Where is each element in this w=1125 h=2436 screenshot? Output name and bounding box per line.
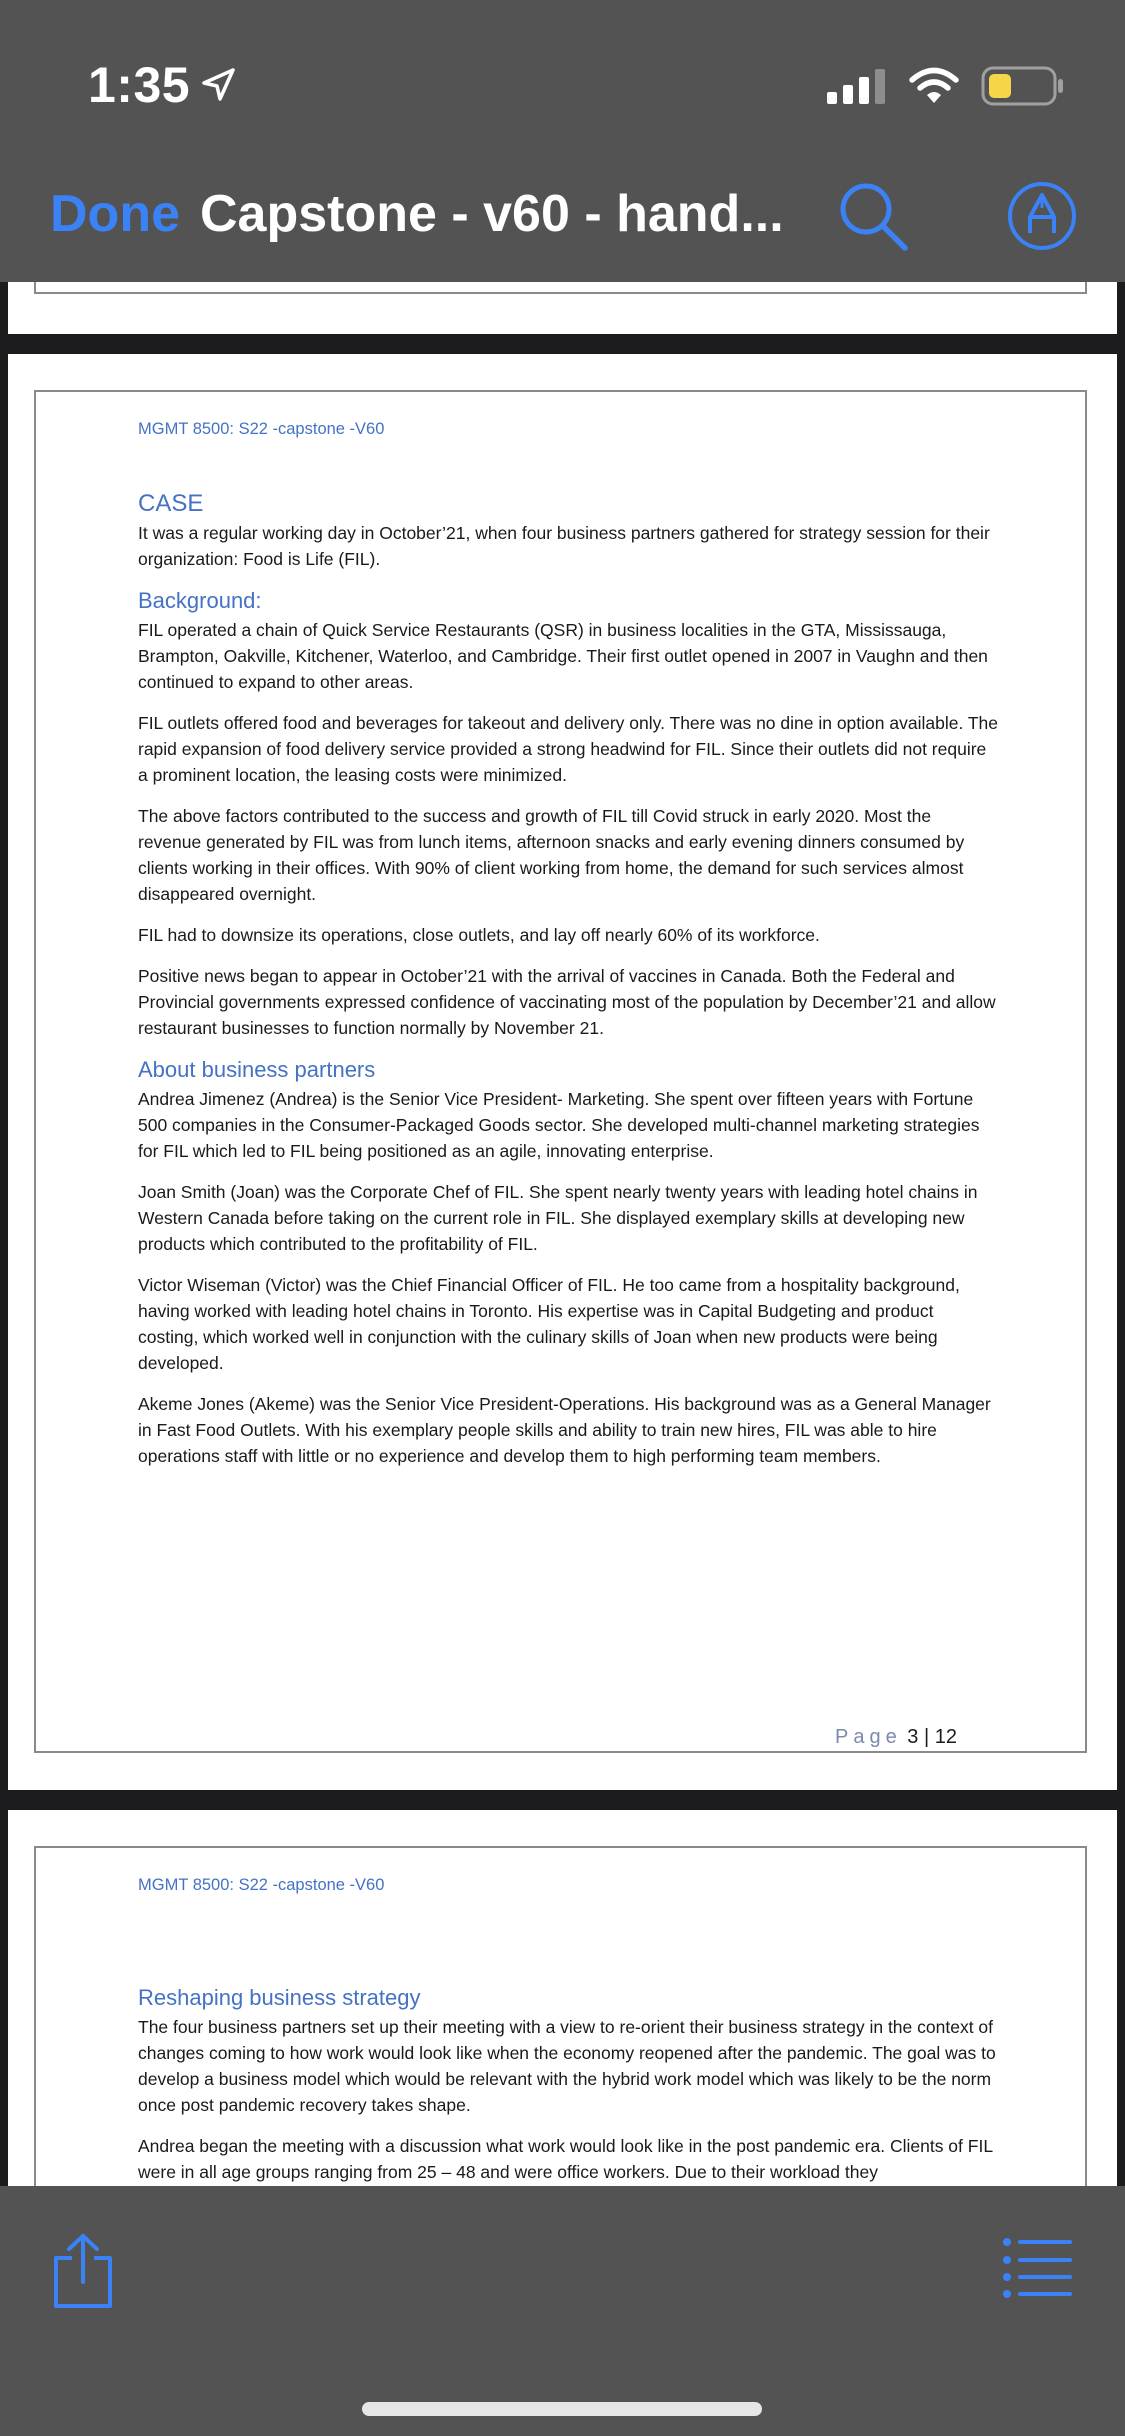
section-heading: Background: <box>138 588 262 613</box>
paragraph: Victor Wiseman (Victor) was the Chief Financial Officer of FIL. He too came from a hospitality background, having worked with leading hotel chains in Toronto. His expertise was in Capital Budgeting and product costing, which worked well in conjunction with the culinary skills of Joan when new products were being developed. <box>138 1275 960 1373</box>
share-icon <box>50 2232 116 2310</box>
wifi-icon <box>909 67 959 105</box>
page-border <box>34 282 1087 294</box>
page-3 <box>8 354 1117 1790</box>
page-4 <box>8 1810 1117 2186</box>
share-button[interactable] <box>50 2232 116 2310</box>
document-viewport[interactable] <box>0 282 1125 2186</box>
paragraph: FIL operated a chain of Quick Service Restaurants (QSR) in business localities in the GTA, Mississauga, Brampton, Oakville, Kitchener, Waterloo, and Cambridge. Their first outlet opened in 2007 in Vaughn and then continued to expand to other areas. <box>138 620 988 692</box>
battery-icon <box>981 66 1065 106</box>
markup-button[interactable] <box>1006 180 1078 252</box>
bottom-toolbar <box>0 2186 1125 2436</box>
page-3-body <box>138 490 998 1484</box>
status-icons <box>825 66 1065 106</box>
outline-list-button[interactable] <box>1002 2236 1072 2298</box>
paragraph: Akeme Jones (Akeme) was the Senior Vice President-Operations. His background was as a General Manager in Fast Food Outlets. With his exemplary people skills and ability to train new hires, FIL was able to hire operations staff with little or no experience and develop them to high performing team members. <box>138 1394 991 1466</box>
search-button[interactable] <box>835 178 911 254</box>
page-number <box>835 1726 957 1749</box>
status-time <box>88 56 238 114</box>
paragraph: Andrea began the meeting with a discussion what work would look like in the post pandemic era. Clients of FIL were in all age groups ranging from 25 – 48 and were office workers. Due to their workload they <box>138 2136 993 2182</box>
page-number-label: Page <box>835 1726 902 1748</box>
nav-bar <box>0 170 1125 260</box>
cellular-signal-icon <box>825 68 887 104</box>
page-number-current: 3 <box>907 1726 919 1748</box>
previous-page <box>8 282 1117 334</box>
list-icon <box>1002 2236 1072 2298</box>
status-time-label: 1:35 <box>88 57 191 113</box>
page-header: MGMT 8500: S22 -capstone -V60 <box>138 420 385 438</box>
paragraph: The above factors contributed to the success and growth of FIL till Covid struck in early 2020. Most the revenue generated by FIL was from lunch items, afternoon snacks and early evening dinners consumed by clients working in their offices. With 90% of client working from home, the demand for such services almost disappeared overnight. <box>138 806 965 904</box>
paragraph: Andrea Jimenez (Andrea) is the Senior Vice President- Marketing. She spent over fifteen years with Fortune 500 companies in the Consumer-Packaged Goods sector. She developed multi-channel marketing strategies for FIL which led to FIL being positioned as an agile, innovating enterprise. <box>138 1089 980 1161</box>
page-4-body <box>138 1984 998 2186</box>
paragraph: FIL had to downsize its operations, close outlets, and lay off nearly 60% of its workforce. <box>138 925 820 945</box>
paragraph: The four business partners set up their meeting with a view to re-orient their business strategy in the context of changes coming to how work would look like when the economy reopened after the pandemic. The goal was to develop a business model which would be relevant with the hybrid work model which was likely to be the norm once post pandemic recovery takes shape. <box>138 2017 996 2115</box>
home-indicator[interactable] <box>362 2402 762 2416</box>
top-bar <box>0 0 1125 282</box>
page-header: MGMT 8500: S22 -capstone -V60 <box>138 1876 385 1894</box>
paragraph: Positive news began to appear in October’21 with the arrival of vaccines in Canada. Both the Federal and Provincial governments expressed confidence of vaccinating most of the population by December’21 and allow restaurant businesses to function normally by November 21. <box>138 966 996 1038</box>
location-arrow-icon <box>198 65 238 105</box>
search-icon <box>835 178 911 254</box>
markup-pen-icon <box>1006 180 1078 252</box>
page-number-total: 12 <box>934 1726 957 1748</box>
document-title: Capstone - v60 - hand... <box>200 185 784 243</box>
done-button[interactable]: Done <box>50 185 180 243</box>
section-heading: CASE <box>138 490 204 517</box>
paragraph: It was a regular working day in October’21, when four business partners gathered for strategy session for their organization: Food is Life (FIL). <box>138 523 990 569</box>
section-heading: About business partners <box>138 1057 376 1082</box>
section-heading: Reshaping business strategy <box>138 1985 421 2010</box>
paragraph: FIL outlets offered food and beverages for takeout and delivery only. There was no dine in option available. The rapid expansion of food delivery service provided a strong headwind for FIL. Since their outlets did not require a prominent location, the leasing costs were minimized. <box>138 713 999 785</box>
page-number-separator: | <box>923 1726 930 1748</box>
paragraph: Joan Smith (Joan) was the Corporate Chef of FIL. She spent nearly twenty years with leading hotel chains in Western Canada before taking on the current role in FIL. She displayed exemplary skills at developing new products which contributed to the profitability of FIL. <box>138 1182 978 1254</box>
